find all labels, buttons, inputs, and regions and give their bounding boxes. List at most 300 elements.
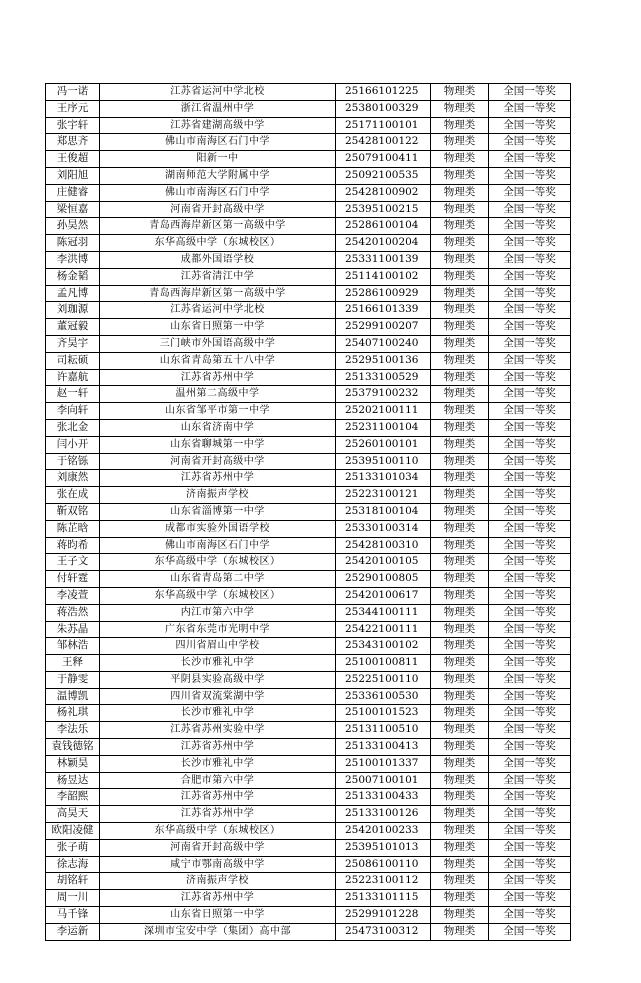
student-name-cell: 王释	[46, 655, 100, 672]
category-cell: 物理类	[431, 705, 489, 722]
category-cell: 物理类	[431, 655, 489, 672]
school-name-cell: 四川省双流棠湖中学	[100, 688, 336, 705]
award-level-cell: 全国一等奖	[489, 537, 571, 554]
school-name-cell: 浙江省温州中学	[100, 100, 336, 117]
award-level-cell: 全国一等奖	[489, 335, 571, 352]
student-name-cell: 李洪博	[46, 251, 100, 268]
award-level-cell: 全国一等奖	[489, 436, 571, 453]
student-name-cell: 王俊超	[46, 151, 100, 168]
category-cell: 物理类	[431, 134, 489, 151]
exam-id-cell: 25133101034	[336, 470, 431, 487]
student-name-cell: 王序元	[46, 100, 100, 117]
exam-id-cell: 25092100535	[336, 167, 431, 184]
student-name-cell: 庄健睿	[46, 184, 100, 201]
award-level-cell: 全国一等奖	[489, 520, 571, 537]
table-row	[46, 268, 571, 285]
school-name-cell: 东华高级中学（东城校区）	[100, 235, 336, 252]
school-name-cell: 江苏省苏州中学	[100, 369, 336, 386]
exam-id-cell: 25133100433	[336, 789, 431, 806]
school-name-cell: 江苏省运河中学北校	[100, 84, 336, 101]
student-name-cell: 蒋昀希	[46, 537, 100, 554]
exam-id-cell: 25202100111	[336, 403, 431, 420]
award-level-cell: 全国一等奖	[489, 201, 571, 218]
category-cell: 物理类	[431, 319, 489, 336]
school-name-cell: 长沙市雅礼中学	[100, 655, 336, 672]
exam-id-cell: 25420100204	[336, 235, 431, 252]
table-row	[46, 655, 571, 672]
student-name-cell: 温博凯	[46, 688, 100, 705]
school-name-cell: 湖南师范大学附属中学	[100, 167, 336, 184]
school-name-cell: 长沙市雅礼中学	[100, 755, 336, 772]
exam-id-cell: 25330100314	[336, 520, 431, 537]
school-name-cell: 河南省开封高级中学	[100, 453, 336, 470]
award-level-cell: 全国一等奖	[489, 806, 571, 823]
exam-id-cell: 25295100136	[336, 352, 431, 369]
award-level-cell: 全国一等奖	[489, 856, 571, 873]
exam-id-cell: 25079100411	[336, 151, 431, 168]
award-level-cell: 全国一等奖	[489, 755, 571, 772]
category-cell: 物理类	[431, 251, 489, 268]
exam-id-cell: 25133100413	[336, 739, 431, 756]
school-name-cell: 佛山市南海区石门中学	[100, 537, 336, 554]
exam-id-cell: 25407100240	[336, 335, 431, 352]
exam-id-cell: 25133100529	[336, 369, 431, 386]
category-cell: 物理类	[431, 856, 489, 873]
category-cell: 物理类	[431, 167, 489, 184]
award-level-cell: 全国一等奖	[489, 386, 571, 403]
award-level-cell: 全国一等奖	[489, 604, 571, 621]
exam-id-cell: 25344100111	[336, 604, 431, 621]
award-list-body	[46, 84, 571, 941]
exam-id-cell: 25171100101	[336, 117, 431, 134]
award-level-cell: 全国一等奖	[489, 587, 571, 604]
exam-id-cell: 25225100110	[336, 671, 431, 688]
student-name-cell: 周一川	[46, 890, 100, 907]
exam-id-cell: 25166101225	[336, 84, 431, 101]
category-cell: 物理类	[431, 537, 489, 554]
school-name-cell: 平阴县实验高级中学	[100, 671, 336, 688]
exam-id-cell: 25166101339	[336, 302, 431, 319]
award-level-cell: 全国一等奖	[489, 134, 571, 151]
school-name-cell: 三门峡市外国语高级中学	[100, 335, 336, 352]
award-level-cell: 全国一等奖	[489, 722, 571, 739]
award-level-cell: 全国一等奖	[489, 235, 571, 252]
student-name-cell: 孙昊然	[46, 218, 100, 235]
student-name-cell: 杨昱达	[46, 772, 100, 789]
student-name-cell: 李法乐	[46, 722, 100, 739]
category-cell: 物理类	[431, 789, 489, 806]
student-name-cell: 胡铭轩	[46, 873, 100, 890]
school-name-cell: 河南省开封高级中学	[100, 201, 336, 218]
table-row	[46, 487, 571, 504]
student-name-cell: 张子萌	[46, 839, 100, 856]
student-name-cell: 闫小开	[46, 436, 100, 453]
table-row	[46, 739, 571, 756]
exam-id-cell: 25299101228	[336, 907, 431, 924]
exam-id-cell: 25428100310	[336, 537, 431, 554]
category-cell: 物理类	[431, 419, 489, 436]
award-level-cell: 全国一等奖	[489, 419, 571, 436]
category-cell: 物理类	[431, 201, 489, 218]
award-level-cell: 全国一等奖	[489, 571, 571, 588]
table-row	[46, 100, 571, 117]
school-name-cell: 东华高级中学（东城校区）	[100, 587, 336, 604]
student-name-cell: 朱苏晶	[46, 621, 100, 638]
award-level-cell: 全国一等奖	[489, 218, 571, 235]
table-row	[46, 218, 571, 235]
award-level-cell: 全国一等奖	[489, 638, 571, 655]
school-name-cell: 济南振声学校	[100, 873, 336, 890]
exam-id-cell: 25100101337	[336, 755, 431, 772]
exam-id-cell: 25286100929	[336, 285, 431, 302]
table-row	[46, 403, 571, 420]
school-name-cell: 江苏省建湖高级中学	[100, 117, 336, 134]
student-name-cell: 徐志海	[46, 856, 100, 873]
category-cell: 物理类	[431, 335, 489, 352]
category-cell: 物理类	[431, 369, 489, 386]
student-name-cell: 许嘉航	[46, 369, 100, 386]
exam-id-cell: 25420100233	[336, 823, 431, 840]
exam-id-cell: 25428100902	[336, 184, 431, 201]
category-cell: 物理类	[431, 688, 489, 705]
award-level-cell: 全国一等奖	[489, 167, 571, 184]
table-row	[46, 604, 571, 621]
school-name-cell: 广东省东莞市光明中学	[100, 621, 336, 638]
table-row	[46, 520, 571, 537]
category-cell: 物理类	[431, 84, 489, 101]
student-name-cell: 付轩霆	[46, 571, 100, 588]
exam-id-cell: 25420100105	[336, 554, 431, 571]
student-name-cell: 李运新	[46, 923, 100, 940]
table-row	[46, 554, 571, 571]
student-name-cell: 梁恒嘉	[46, 201, 100, 218]
table-row	[46, 335, 571, 352]
table-row	[46, 386, 571, 403]
exam-id-cell: 25343100102	[336, 638, 431, 655]
table-row	[46, 319, 571, 336]
student-name-cell: 孟凡博	[46, 285, 100, 302]
table-row	[46, 772, 571, 789]
school-name-cell: 江苏省运河中学北校	[100, 302, 336, 319]
award-level-cell: 全国一等奖	[489, 487, 571, 504]
award-level-cell: 全国一等奖	[489, 184, 571, 201]
category-cell: 物理类	[431, 386, 489, 403]
exam-id-cell: 25133101115	[336, 890, 431, 907]
school-name-cell: 江苏省清江中学	[100, 268, 336, 285]
category-cell: 物理类	[431, 218, 489, 235]
category-cell: 物理类	[431, 755, 489, 772]
school-name-cell: 深圳市宝安中学（集团）高中部	[100, 923, 336, 940]
student-name-cell: 邹林浩	[46, 638, 100, 655]
student-name-cell: 杨金韬	[46, 268, 100, 285]
category-cell: 物理类	[431, 671, 489, 688]
student-name-cell: 于铭铄	[46, 453, 100, 470]
exam-id-cell: 25473100312	[336, 923, 431, 940]
student-name-cell: 马千锋	[46, 907, 100, 924]
award-level-cell: 全国一等奖	[489, 319, 571, 336]
student-name-cell: 张宇轩	[46, 117, 100, 134]
award-level-cell: 全国一等奖	[489, 403, 571, 420]
school-name-cell: 长沙市雅礼中学	[100, 705, 336, 722]
table-row	[46, 571, 571, 588]
category-cell: 物理类	[431, 739, 489, 756]
table-row	[46, 806, 571, 823]
exam-id-cell: 25223100121	[336, 487, 431, 504]
category-cell: 物理类	[431, 554, 489, 571]
table-row	[46, 789, 571, 806]
category-cell: 物理类	[431, 621, 489, 638]
school-name-cell: 江苏省苏州中学	[100, 789, 336, 806]
exam-id-cell: 25420100617	[336, 587, 431, 604]
school-name-cell: 阳新一中	[100, 151, 336, 168]
student-name-cell: 陈冠羽	[46, 235, 100, 252]
award-level-cell: 全国一等奖	[489, 470, 571, 487]
award-level-cell: 全国一等奖	[489, 621, 571, 638]
award-level-cell: 全国一等奖	[489, 839, 571, 856]
school-name-cell: 济南振声学校	[100, 487, 336, 504]
table-row	[46, 638, 571, 655]
award-level-cell: 全国一等奖	[489, 369, 571, 386]
award-level-cell: 全国一等奖	[489, 100, 571, 117]
school-name-cell: 山东省淄博第一中学	[100, 503, 336, 520]
table-row	[46, 856, 571, 873]
student-name-cell: 张北金	[46, 419, 100, 436]
exam-id-cell: 25380100329	[336, 100, 431, 117]
school-name-cell: 成都市实验外国语学校	[100, 520, 336, 537]
school-name-cell: 江苏省苏州中学	[100, 739, 336, 756]
school-name-cell: 合肥市第六中学	[100, 772, 336, 789]
award-level-cell: 全国一等奖	[489, 117, 571, 134]
exam-id-cell: 25318100104	[336, 503, 431, 520]
table-row	[46, 705, 571, 722]
table-row	[46, 537, 571, 554]
award-level-cell: 全国一等奖	[489, 739, 571, 756]
student-name-cell: 李凌萱	[46, 587, 100, 604]
exam-id-cell: 25007100101	[336, 772, 431, 789]
table-row	[46, 151, 571, 168]
award-level-cell: 全国一等奖	[489, 84, 571, 101]
table-row	[46, 352, 571, 369]
exam-id-cell: 25422100111	[336, 621, 431, 638]
award-level-cell: 全国一等奖	[489, 823, 571, 840]
school-name-cell: 四川省眉山中学校	[100, 638, 336, 655]
school-name-cell: 江苏省苏州中学	[100, 806, 336, 823]
exam-id-cell: 25379100232	[336, 386, 431, 403]
category-cell: 物理类	[431, 839, 489, 856]
school-name-cell: 山东省青岛第五十八中学	[100, 352, 336, 369]
category-cell: 物理类	[431, 403, 489, 420]
exam-id-cell: 25286100104	[336, 218, 431, 235]
student-name-cell: 靳双铭	[46, 503, 100, 520]
table-row	[46, 470, 571, 487]
table-row	[46, 419, 571, 436]
award-level-cell: 全国一等奖	[489, 151, 571, 168]
category-cell: 物理类	[431, 503, 489, 520]
exam-id-cell: 25428100122	[336, 134, 431, 151]
table-row	[46, 302, 571, 319]
exam-id-cell: 25395101013	[336, 839, 431, 856]
award-level-cell: 全国一等奖	[489, 251, 571, 268]
award-level-cell: 全国一等奖	[489, 285, 571, 302]
category-cell: 物理类	[431, 302, 489, 319]
table-row	[46, 621, 571, 638]
exam-id-cell: 25223100112	[336, 873, 431, 890]
school-name-cell: 河南省开封高级中学	[100, 839, 336, 856]
award-level-cell: 全国一等奖	[489, 554, 571, 571]
student-name-cell: 陈芷晗	[46, 520, 100, 537]
category-cell: 物理类	[431, 151, 489, 168]
school-name-cell: 山东省聊城第一中学	[100, 436, 336, 453]
student-name-cell: 刘珈源	[46, 302, 100, 319]
table-row	[46, 688, 571, 705]
table-row	[46, 839, 571, 856]
category-cell: 物理类	[431, 470, 489, 487]
student-name-cell: 刘康然	[46, 470, 100, 487]
student-name-cell: 冯一诺	[46, 84, 100, 101]
category-cell: 物理类	[431, 923, 489, 940]
table-row	[46, 167, 571, 184]
category-cell: 物理类	[431, 285, 489, 302]
table-row	[46, 671, 571, 688]
category-cell: 物理类	[431, 453, 489, 470]
category-cell: 物理类	[431, 520, 489, 537]
exam-id-cell: 25290100805	[336, 571, 431, 588]
exam-id-cell: 25131100510	[336, 722, 431, 739]
student-name-cell: 蒋浩然	[46, 604, 100, 621]
category-cell: 物理类	[431, 487, 489, 504]
exam-id-cell: 25100101523	[336, 705, 431, 722]
award-level-cell: 全国一等奖	[489, 503, 571, 520]
exam-id-cell: 25299100207	[336, 319, 431, 336]
exam-id-cell: 25331100139	[336, 251, 431, 268]
student-name-cell: 李向轩	[46, 403, 100, 420]
student-name-cell: 袁钱德铭	[46, 739, 100, 756]
school-name-cell: 成都外国语学校	[100, 251, 336, 268]
table-row	[46, 453, 571, 470]
school-name-cell: 山东省济南中学	[100, 419, 336, 436]
school-name-cell: 江苏省苏州中学	[100, 890, 336, 907]
award-level-cell: 全国一等奖	[489, 789, 571, 806]
award-level-cell: 全国一等奖	[489, 688, 571, 705]
award-level-cell: 全国一等奖	[489, 772, 571, 789]
category-cell: 物理类	[431, 722, 489, 739]
award-level-cell: 全国一等奖	[489, 671, 571, 688]
exam-id-cell: 25231100104	[336, 419, 431, 436]
student-name-cell: 于静雯	[46, 671, 100, 688]
table-row	[46, 201, 571, 218]
award-level-cell: 全国一等奖	[489, 873, 571, 890]
category-cell: 物理类	[431, 907, 489, 924]
table-row	[46, 755, 571, 772]
student-name-cell: 司耘硕	[46, 352, 100, 369]
category-cell: 物理类	[431, 100, 489, 117]
category-cell: 物理类	[431, 772, 489, 789]
school-name-cell: 山东省邹平市第一中学	[100, 403, 336, 420]
exam-id-cell: 25395100215	[336, 201, 431, 218]
category-cell: 物理类	[431, 604, 489, 621]
category-cell: 物理类	[431, 638, 489, 655]
category-cell: 物理类	[431, 806, 489, 823]
table-row	[46, 436, 571, 453]
category-cell: 物理类	[431, 268, 489, 285]
table-row	[46, 923, 571, 940]
award-list-table	[45, 83, 571, 941]
award-level-cell: 全国一等奖	[489, 923, 571, 940]
student-name-cell: 刘阳旭	[46, 167, 100, 184]
school-name-cell: 江苏省苏州中学	[100, 470, 336, 487]
exam-id-cell: 25336100530	[336, 688, 431, 705]
school-name-cell: 青岛西海岸新区第一高级中学	[100, 285, 336, 302]
category-cell: 物理类	[431, 117, 489, 134]
school-name-cell: 佛山市南海区石门中学	[100, 184, 336, 201]
award-level-cell: 全国一等奖	[489, 655, 571, 672]
student-name-cell: 高昊天	[46, 806, 100, 823]
school-name-cell: 山东省日照第一中学	[100, 907, 336, 924]
category-cell: 物理类	[431, 436, 489, 453]
award-level-cell: 全国一等奖	[489, 705, 571, 722]
table-row	[46, 907, 571, 924]
table-row	[46, 823, 571, 840]
table-row	[46, 184, 571, 201]
category-cell: 物理类	[431, 352, 489, 369]
category-cell: 物理类	[431, 890, 489, 907]
award-level-cell: 全国一等奖	[489, 453, 571, 470]
exam-id-cell: 25086100110	[336, 856, 431, 873]
student-name-cell: 林颖昊	[46, 755, 100, 772]
category-cell: 物理类	[431, 184, 489, 201]
category-cell: 物理类	[431, 235, 489, 252]
exam-id-cell: 25100100811	[336, 655, 431, 672]
school-name-cell: 江苏省苏州实验中学	[100, 722, 336, 739]
school-name-cell: 佛山市南海区石门中学	[100, 134, 336, 151]
table-row	[46, 251, 571, 268]
award-level-cell: 全国一等奖	[489, 890, 571, 907]
school-name-cell: 山东省日照第一中学	[100, 319, 336, 336]
exam-id-cell: 25395100110	[336, 453, 431, 470]
award-level-cell: 全国一等奖	[489, 352, 571, 369]
school-name-cell: 青岛西海岸新区第一高级中学	[100, 218, 336, 235]
school-name-cell: 东华高级中学（东城校区）	[100, 823, 336, 840]
school-name-cell: 内江市第六中学	[100, 604, 336, 621]
exam-id-cell: 25114100102	[336, 268, 431, 285]
award-level-cell: 全国一等奖	[489, 907, 571, 924]
student-name-cell: 齐昊宇	[46, 335, 100, 352]
student-name-cell: 王子文	[46, 554, 100, 571]
award-level-cell: 全国一等奖	[489, 268, 571, 285]
student-name-cell: 赵一轩	[46, 386, 100, 403]
table-row	[46, 503, 571, 520]
table-row	[46, 587, 571, 604]
table-row	[46, 722, 571, 739]
school-name-cell: 温州第二高级中学	[100, 386, 336, 403]
exam-id-cell: 25133100126	[336, 806, 431, 823]
student-name-cell: 董冠毅	[46, 319, 100, 336]
table-row	[46, 134, 571, 151]
exam-id-cell: 25260100101	[336, 436, 431, 453]
table-row	[46, 285, 571, 302]
student-name-cell: 张在成	[46, 487, 100, 504]
student-name-cell: 杨礼琪	[46, 705, 100, 722]
table-row	[46, 117, 571, 134]
category-cell: 物理类	[431, 571, 489, 588]
category-cell: 物理类	[431, 823, 489, 840]
student-name-cell: 李韶熙	[46, 789, 100, 806]
table-row	[46, 873, 571, 890]
award-level-cell: 全国一等奖	[489, 302, 571, 319]
table-row	[46, 235, 571, 252]
table-row	[46, 369, 571, 386]
school-name-cell: 东华高级中学（东城校区）	[100, 554, 336, 571]
